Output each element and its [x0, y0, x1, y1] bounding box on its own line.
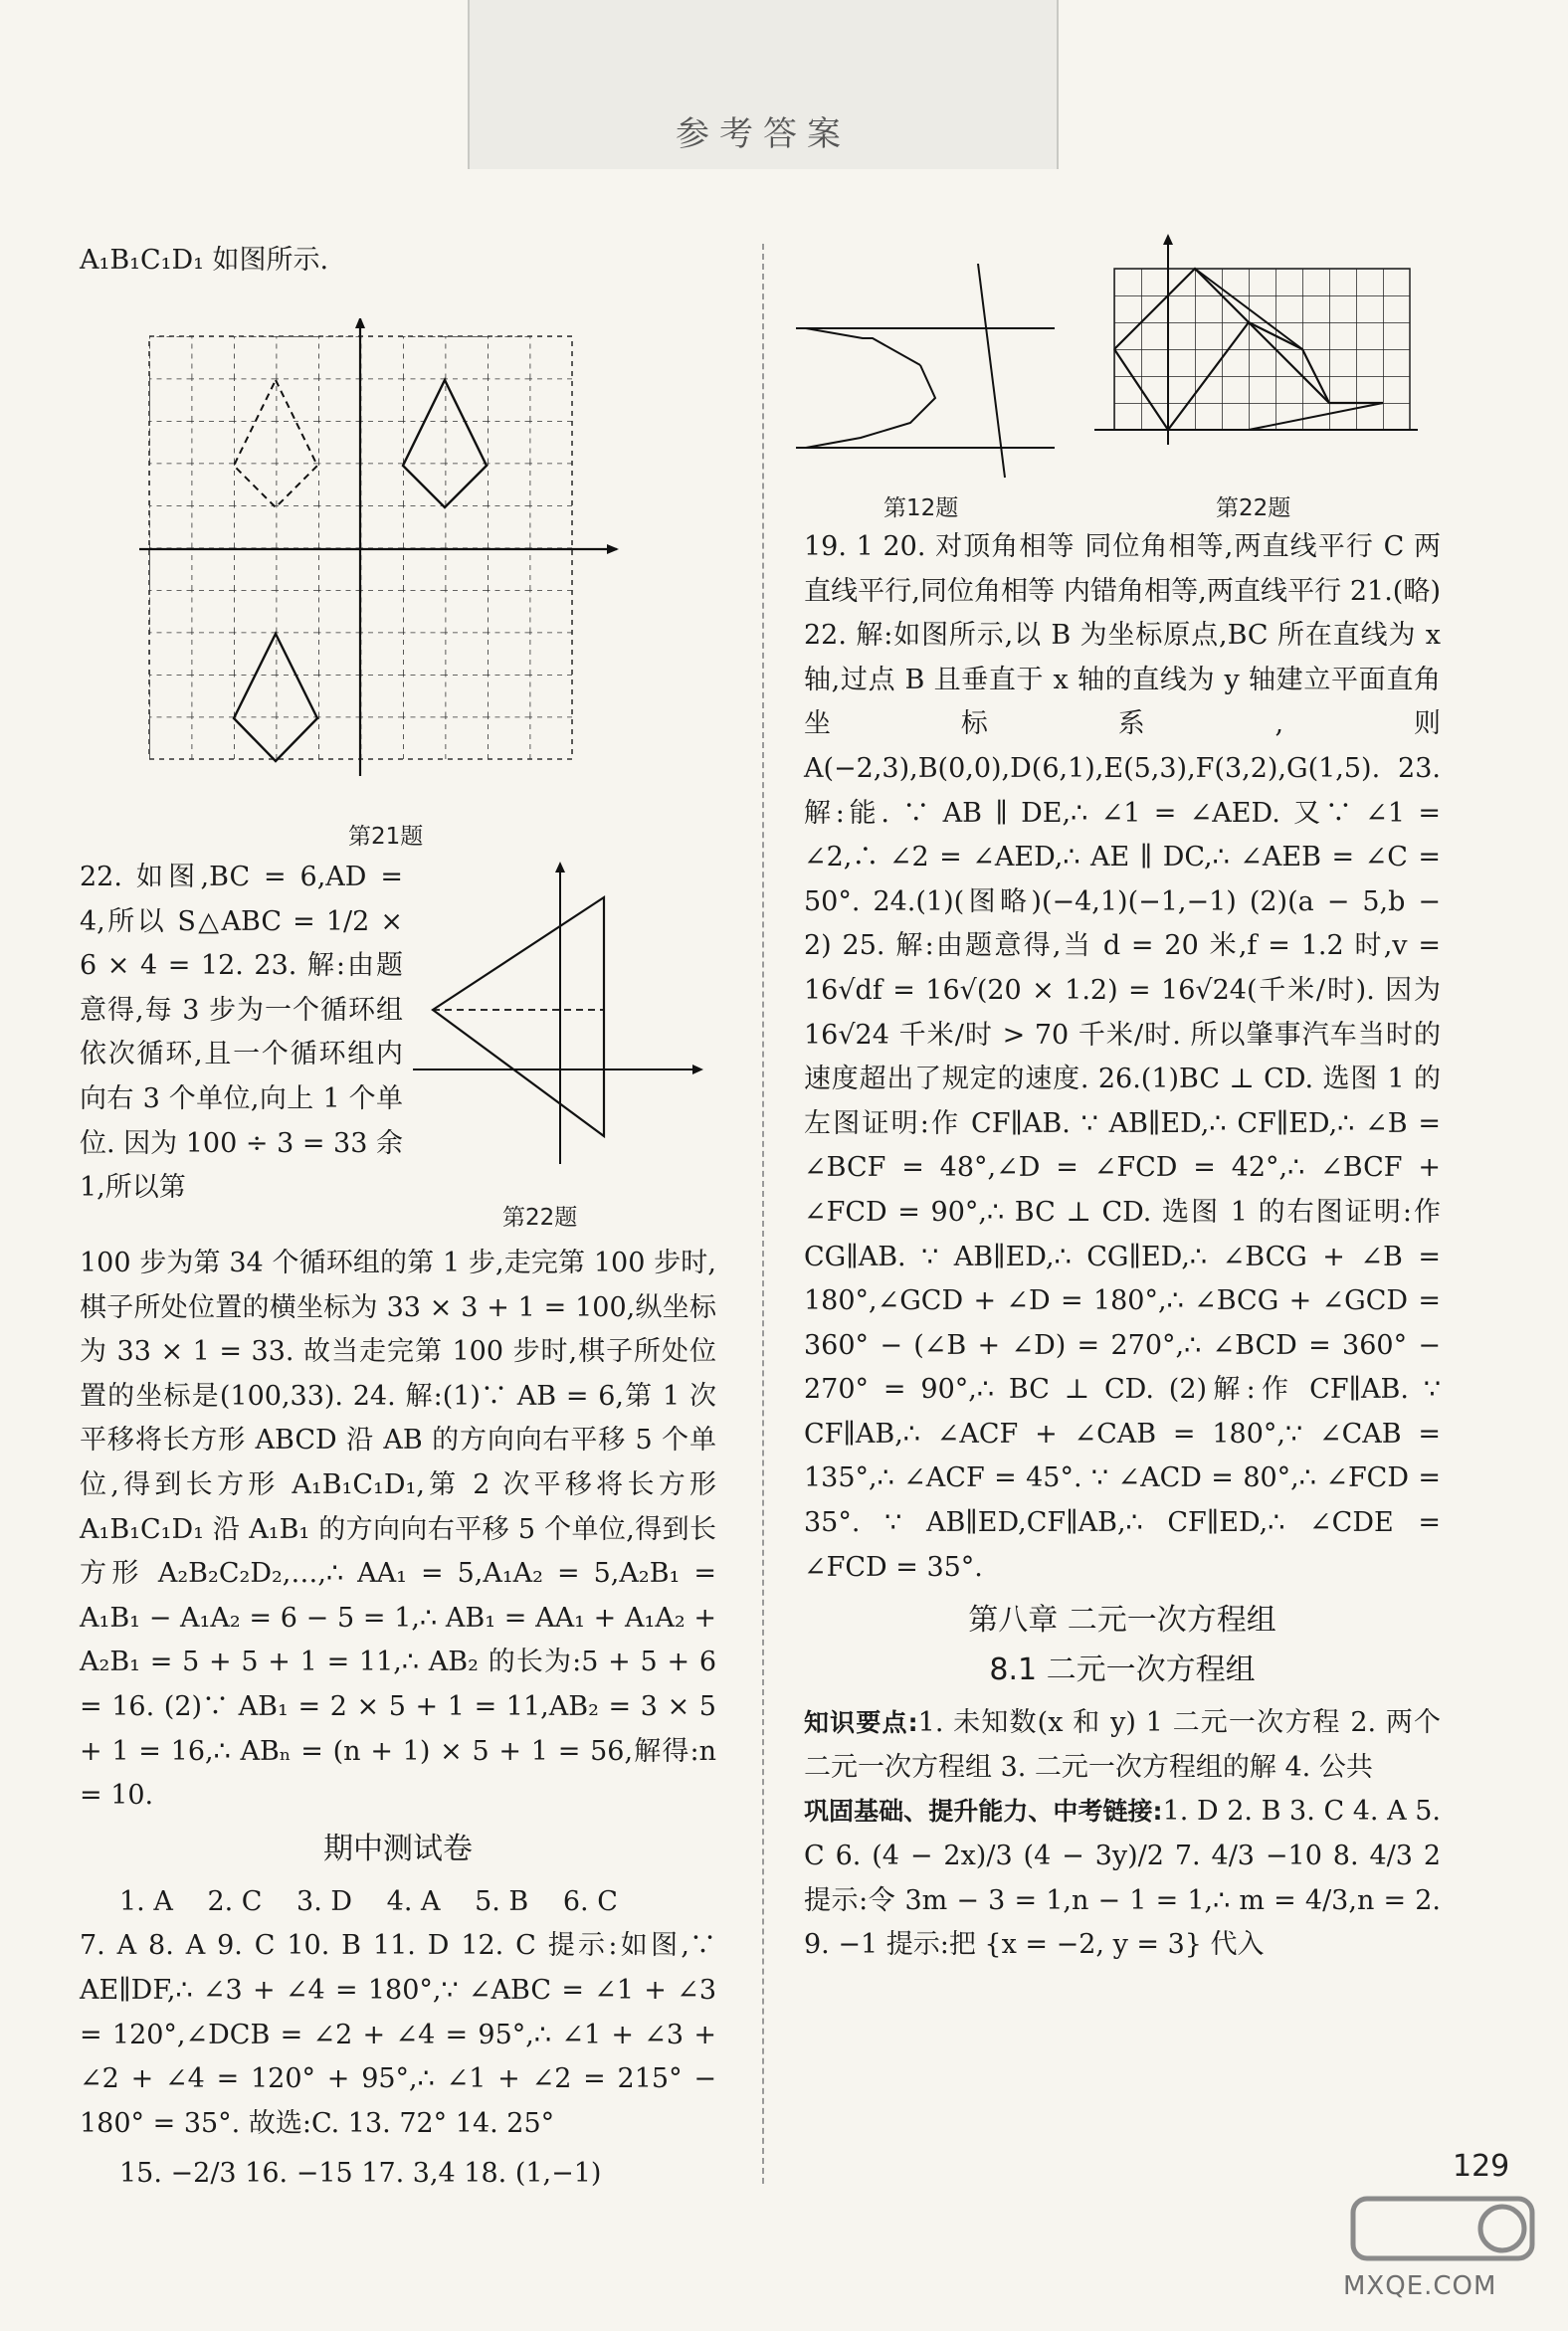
practice-body: 1. D 2. B 3. C 4. A 5. C 6. (4 − 2x)/3 (4 − 3y)/2 7. 4/3 −10 8. 4/3 2 提示:令 3m − 3 = 1,n − 1 = 1,∴ m = 4/3,n = 2. 9. −1 提示:把 {x = −2, y = 3} 代入 [804, 1796, 1441, 1961]
answer-item: 6. C [562, 1885, 618, 1917]
q22-block [80, 856, 403, 1211]
knowledge-lead: 知识要点: [804, 1708, 918, 1738]
chapter-title: 第八章 二元一次方程组 [968, 1603, 1276, 1639]
midterm-body: 7. A 8. A 9. C 10. B 11. D 12. C 提示:如图,∵ AE∥DF,∴ ∠3 + ∠4 = 180°,∵ ∠ABC = ∠1 + ∠3 = 120°,∠DCB = ∠2 + ∠4 = 95°,∴ ∠1 + ∠3 + ∠2 + ∠4 = 120° + 95°,∴ ∠1 + ∠2 = 215° − 180° = 35°. 故选:C. 13. 72° 14. 25° [80, 1930, 716, 2139]
section-title: 8.1 二元一次方程组 [989, 1652, 1256, 1688]
figure-22-right [1084, 231, 1423, 460]
fig22-left-caption: 第22题 [502, 1205, 578, 1231]
midterm-answers-row1 [80, 1880, 716, 1925]
answer-item: 2. C [207, 1885, 263, 1917]
q22-text: 22. 如图,BC = 6,AD = 4,所以 S△ABC = 1/2 × 6 × 4 = 12. 23. 解:由题意得,每 3 步为一个循环组依次循环,且一个循环组内向右 3 个单位,向上 1 个单位. 因为 100 ÷ 3 = 33 余 1,所以第 [80, 862, 403, 1204]
watermark-logo-icon [1343, 2189, 1542, 2268]
header-title: 参考答案 [676, 114, 851, 154]
answer-item: 3. D [296, 1885, 353, 1917]
left-body-text: 100 步为第 34 个循环组的第 1 步,走完第 100 步时,棋子所处位置的横坐标为 33 × 3 + 1 = 100,纵坐标为 33 × 1 = 33. 故当走完第 100 步时,棋子所处位置的坐标是(100,33). 24. 解:(1)∵ AB = 6,第 1 次平移将长方形 ABCD 沿 AB 的方向向右平移 5 个单位,得到长方形 A₁B₁C₁D₁,第 2 次平移将长方形 A₁B₁C₁D₁ 沿 A₁B₁ 的方向向右平移 5 个单位,得到长方形 A₂B₂C₂D₂,…,∴ AA₁ = 5,A₁A₂ = 5,A₂B₁ = A₁B₁ − A₁A₂ = 6 − 5 = 1,∴ AB₁ = AA₁ + A₁A₂ + A₂B₁ = 5 + 5 + 1 = 11,∴ AB₂ 的长为:5 + 5 + 6 = 16. (2)∵ AB₁ = 2 × 5 + 1 = 11,AB₂ = 3 × 5 + 1 = 16,∴ ABₙ = (n + 1) × 5 + 1 = 56,解得:n = 10. [80, 1248, 716, 1812]
fig12-caption: 第12题 [883, 495, 959, 521]
practice-lead: 巩固基础、提升能力、中考链接: [804, 1797, 1163, 1827]
right-body: 19. 1 20. 对顶角相等 同位角相等,两直线平行 C 两直线平行,同位角相等 内错角相等,两直线平行 21.(略) 22. 解:如图所示,以 B 为坐标原点,BC 所在直线为 x 轴,过点 B 且垂直于 x 轴的直线为 y 轴建立平面直角坐标系,则 A(−2,3),B(0,0),D(6,1),E(5,3),F(3,2),G(1,5). 23. 解:能. ∵ AB ∥ DE,∴ ∠1 = ∠AED. 又∵ ∠1 = ∠2,∴ ∠2 = ∠AED,∴ AE ∥ DC,∴ ∠AEB = ∠C = 50°. 24.(1)(图略)(−4,1)(−1,−1) (2)(a − 5,b − 2) 25. 解:由题意得,当 d = 20 米,f = 1.2 时,v = 16√df = 16√(20 × 1.2) = 16√24(千米/时). 因为 16√24 千米/时 > 70 千米/时. 所以肇事汽车当时的速度超出了规定的速度. 26.(1)BC ⊥ CD. 选图 1 的左图证明:作 CF∥AB. ∵ AB∥ED,∴ CF∥ED,∴ ∠B = ∠BCF = 48°,∠D = ∠FCD = 42°,∴ ∠BCF + ∠FCD = 90°,∴ BC ⊥ CD. 选图 1 的右图证明:作 CG∥AB. ∵ AB∥ED,∴ CG∥ED,∴ ∠BCG + ∠B = 180°,∠GCD + ∠D = 180°,∴ ∠BCG + ∠GCD = 360° − (∠B + ∠D) = 270°,∴ ∠BCD = 360° − 270° = 90°,∴ BC ⊥ CD. (2)解:作 CF∥AB. ∵ CF∥AB,∴ ∠ACF + ∠CAB = 180°,∵ ∠CAB = 135°,∴ ∠ACF = 45°. ∵ ∠ACD = 80°,∴ ∠FCD = 35°. ∵ AB∥ED,CF∥AB,∴ CF∥ED,∴ ∠CDE = ∠FCD = 35°. [804, 531, 1441, 1583]
figure-21 [139, 318, 657, 786]
midterm-last-line: 15. −2/3 16. −15 17. 3,4 18. (1,−1) [119, 2158, 602, 2190]
figure-12 [791, 264, 1075, 483]
knowledge-paragraph [804, 1701, 1441, 1790]
right-column [804, 525, 1441, 1968]
knowledge-body: 1. 未知数(x 和 y) 1 二元一次方程 2. 两个 二元一次方程组 3. 二元一次方程组的解 4. 公共 [804, 1707, 1442, 1783]
fig22-right-caption: 第22题 [1216, 495, 1291, 521]
header-tab [468, 0, 1059, 169]
watermark-text: MXQE.COM [1343, 2271, 1497, 2301]
left-body [80, 1242, 716, 2197]
practice-paragraph [804, 1790, 1441, 1967]
midterm-title: 期中测试卷 [323, 1831, 473, 1866]
left-column [80, 239, 716, 284]
answer-item: 5. B [475, 1885, 529, 1917]
figure-22-left [413, 856, 711, 1184]
page-number: 129 [1453, 2149, 1510, 2184]
watermark [1343, 2189, 1547, 2303]
fig21-caption: 第21题 [348, 824, 424, 850]
answer-item: 4. A [386, 1885, 441, 1917]
answer-item: 1. A [119, 1885, 173, 1917]
column-divider [762, 244, 764, 2184]
left-intro: A₁B₁C₁D₁ 如图所示. [80, 245, 329, 276]
